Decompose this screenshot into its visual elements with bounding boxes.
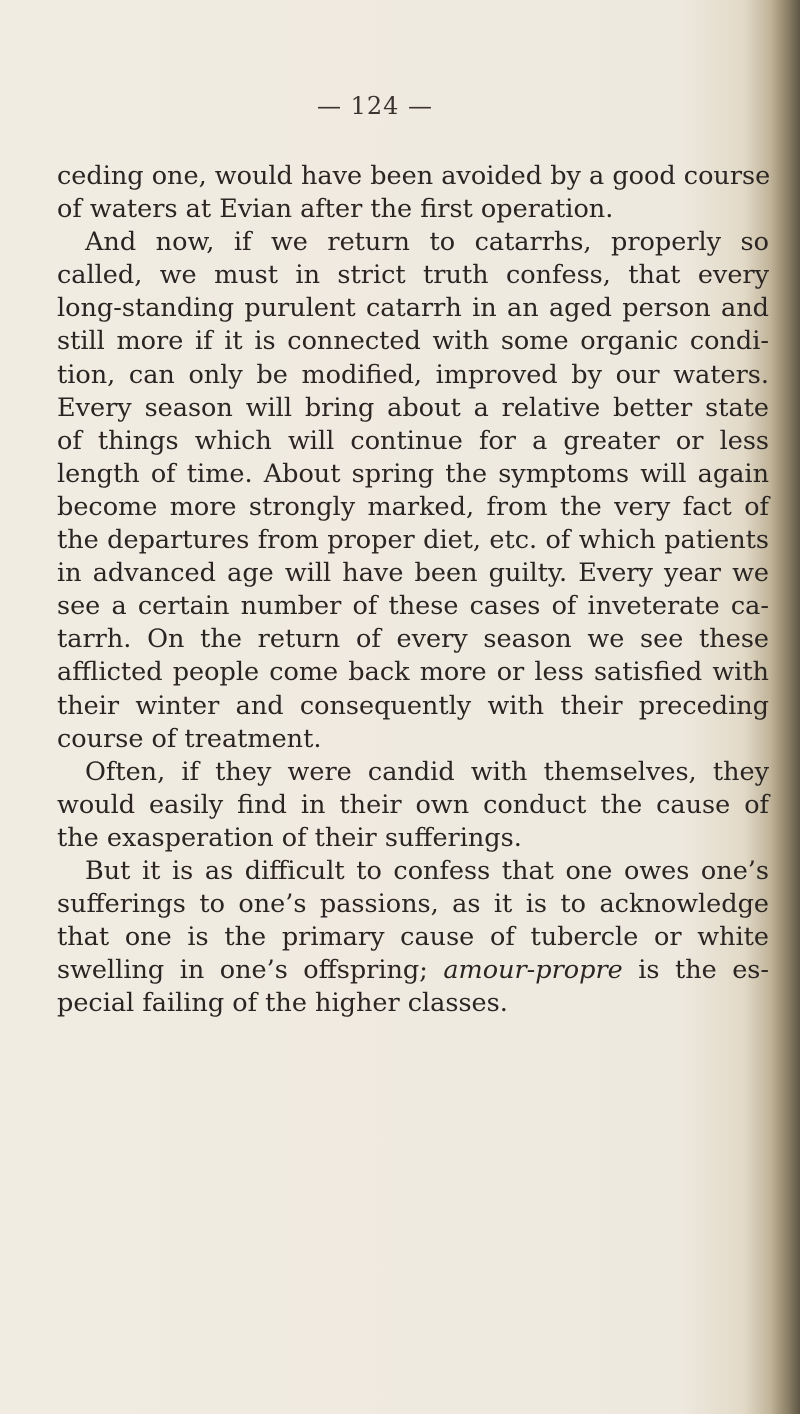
text-line: their winter and consequently with their preceding xyxy=(57,690,769,721)
page-edge-shadow xyxy=(770,0,800,1414)
text-line: afflicted people come back more or less satisfied with xyxy=(57,657,769,688)
text-line: still more if it is connected with some organic condi- xyxy=(57,326,769,357)
text-line: tion, can only be modified, improved by our waters. xyxy=(57,359,769,390)
text-line: of things which will continue for a greater or less xyxy=(57,425,769,456)
text-line: the exasperation of their sufferings. xyxy=(57,822,522,853)
body-text xyxy=(57,160,769,1020)
text-line: in advanced age will have been guilty. Every year we xyxy=(57,558,769,589)
text-line: And now, if we return to catarrhs, properly so xyxy=(85,227,769,258)
text-line: sufferings to one’s passions, as it is to acknowledge xyxy=(57,889,769,920)
text-line: called, we must in strict truth confess, that every xyxy=(57,260,769,291)
text-line: course of treatment. xyxy=(57,723,322,754)
page-number-header: — 124 — xyxy=(316,92,434,120)
text-line: pecial failing of the higher classes. xyxy=(57,988,508,1019)
text-line: Often, if they were candid with themselves, they xyxy=(85,756,769,787)
text-line: But it is as difficult to confess that one owes one’s xyxy=(85,855,769,886)
text-segment: swelling in one’s offspring; xyxy=(57,955,444,986)
text-line: Every season will bring about a relative better state xyxy=(57,392,769,423)
text-line: ceding one, would have been avoided by a good course xyxy=(57,161,771,191)
text-line: the departures from proper diet, etc. of which patients xyxy=(57,525,769,556)
text-line: that one is the primary cause of tubercle or white xyxy=(57,922,769,953)
text-line: become more strongly marked, from the very fact of xyxy=(57,491,769,522)
text-line-with-italic xyxy=(57,954,769,987)
text-line: length of time. About spring the symptoms will again xyxy=(57,458,769,489)
text-line: see a certain number of these cases of inveterate ca- xyxy=(57,591,769,622)
text-line: tarrh. On the return of every season we see these xyxy=(57,624,769,655)
italic-phrase: amour-propre xyxy=(443,955,623,986)
text-segment: is the es- xyxy=(622,955,769,986)
text-line: long-standing purulent catarrh in an aged person and xyxy=(57,293,769,324)
text-line: of waters at Evian after the first operation. xyxy=(57,194,614,225)
text-line: would easily find in their own conduct the cause of xyxy=(57,789,769,820)
